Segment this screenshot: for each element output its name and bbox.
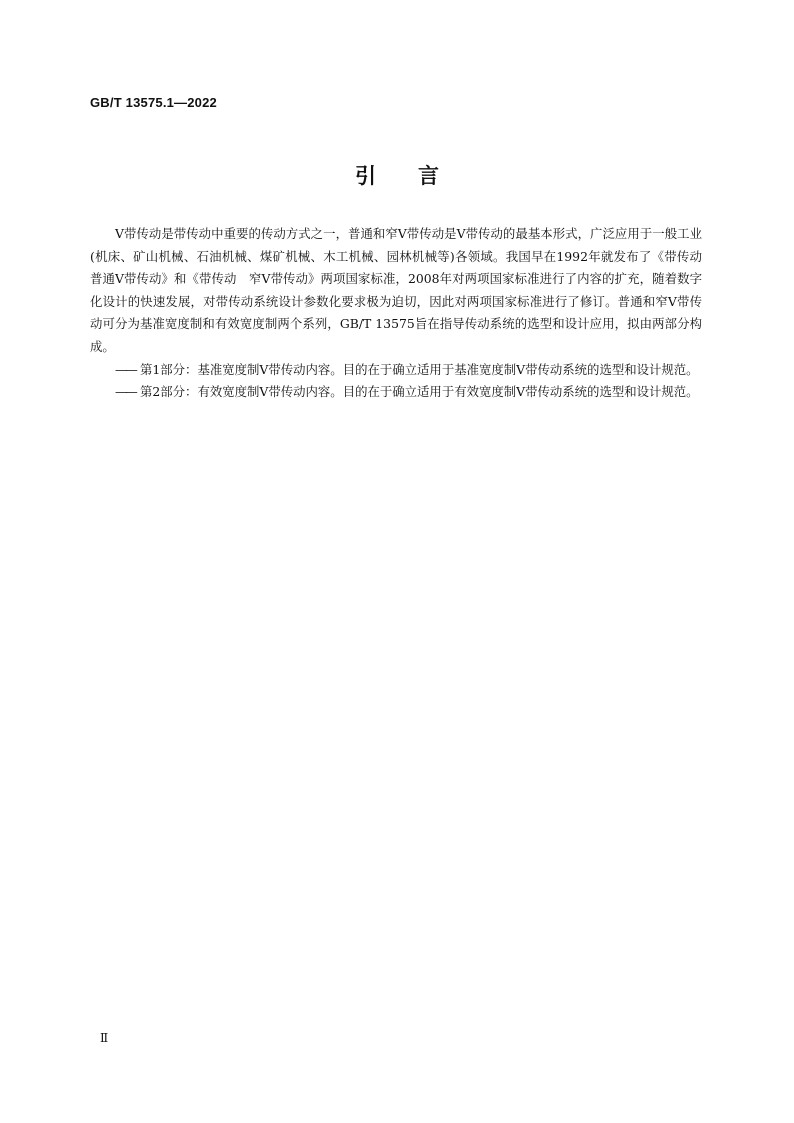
intro-paragraph: V带传动是带传动中重要的传动方式之一，普通和窄V带传动是V带传动的最基本形式，广泛应用于一般工业(机床、矿山机械、石油机械、煤矿机械、木工机械、园林机械等)各领域。我国早在1992年就发布了《带传动 普通V带传动》和《带传动 窄V带传动》两项国家标准，2008年对两项国家标准进行了内容的扩充，随着数字化设计的快速发展，对带传动系统设计参数化要求极为迫切，因此对两项国家标准进行了修订。普通和窄V带传动可分为基准宽度制和有效宽度制两个系列，GB/T 13575旨在指导传动系统的选型和设计应用，拟由两部分构成。 [90, 226, 715, 354]
list-dash: —— [115, 361, 136, 377]
title-char-2: 言 [418, 164, 439, 188]
list-item-text: 第1部分：基准宽度制V带传动内容。目的在于确立适用于基准宽度制V带传动系统的选型和设计规范。 [140, 361, 699, 377]
standard-code: GB/T 13575.1—2022 [90, 95, 217, 110]
section-title [0, 160, 794, 190]
title-char-1: 引 [355, 164, 376, 188]
introduction-body [90, 223, 715, 404]
list-item-part-1 [90, 359, 702, 382]
page-number: Ⅱ [100, 1031, 109, 1045]
list-item-part-2 [90, 381, 702, 404]
list-dash: —— [115, 384, 136, 400]
list-item-text: 第2部分：有效宽度制V带传动内容。目的在于确立适用于有效宽度制V带传动系统的选型和设计规范。 [140, 384, 699, 400]
